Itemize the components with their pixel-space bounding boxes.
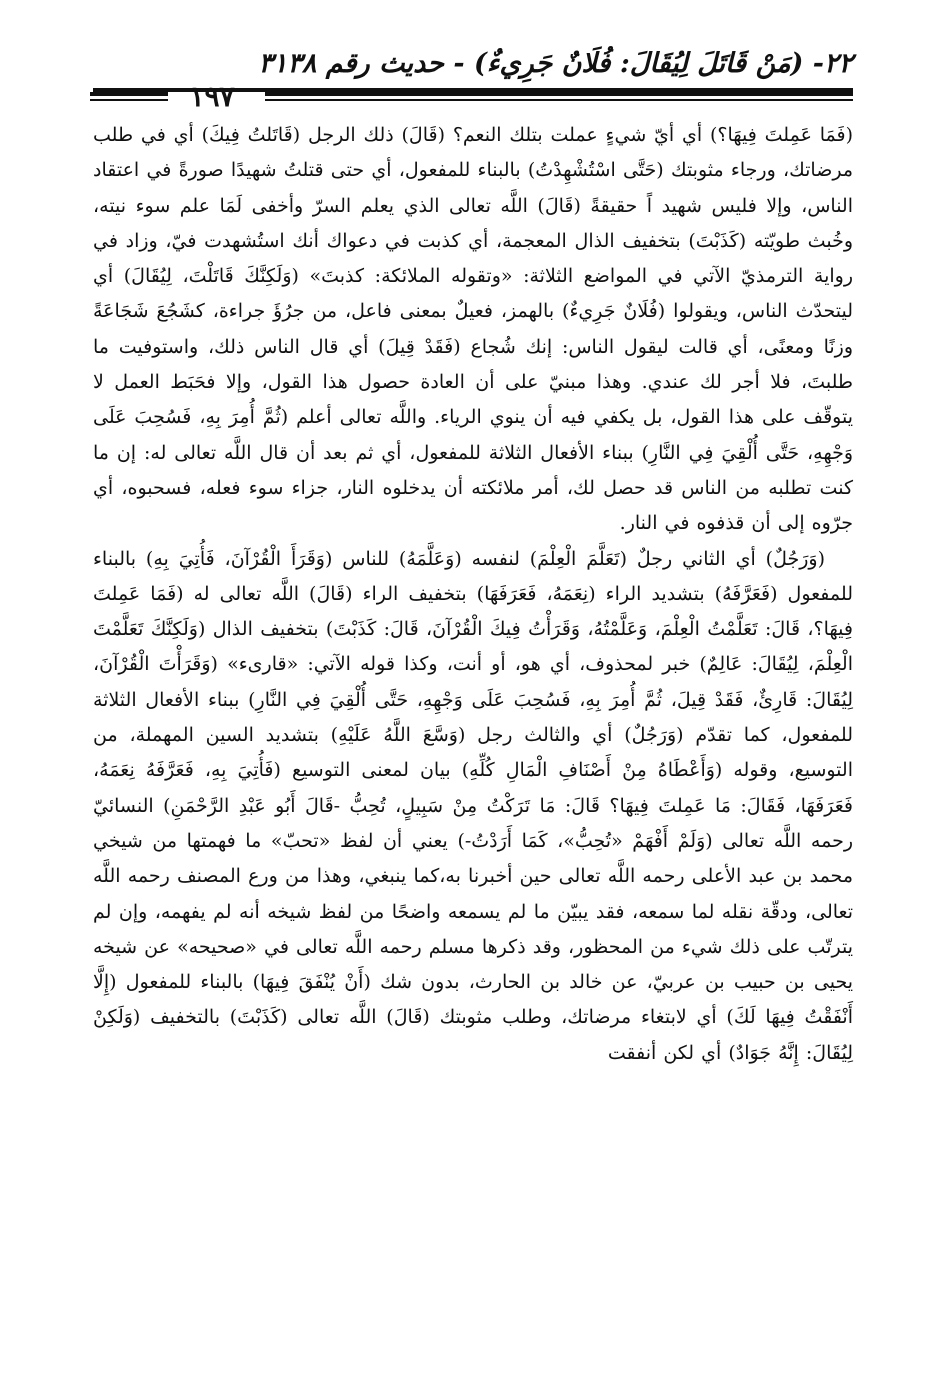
paragraph-first: (فَمَا عَمِلتَ فِيهَا؟) أي أيّ شيءٍ عملت بتلك النعم؟ (قَالَ) ذلك الرجل (قَاتَلتُ فِيكَ) أي في طلب مرضاتك، ورجاء مثوبتك (حَتَّى اسْتُشْهِدْتُ) بالبناء للمفعول، أي حتى قتلتُ شهيدًا صورةً في اعتقاد الناس، وإلا فليس شهيد اً حقيقةً (قَالَ) اللَّه تعالى الذي يعلم السرّ وأخفى لَمَا علم سوء نيته، وخُبث طويّته (كَذَبْتَ) بتخفيف الذال المعجمة، أي كذبت في دعواك أنك استُشهدت فيّ، وزاد في رواية الترمذيّ الآتي في المواضع الثلاثة: «وتقوله الملائكة: كذبتَ» (وَلَكِنَّكَ قَاتَلْتَ، لِيُقَالَ) أي ليتحدّث الناس، ويقولوا (فُلَانٌ جَرِيءٌ) بالهمز، فعيلٌ بمعنى فاعل، من جرُؤَ جراءة، كشَجُعَ شَجَاعَةً وزنًا ومعنًى، أي قالت ليقول الناس: إنك شُجاع (فَقَدْ قِيلَ) أي قال الناس ذلك، واستوفيت ما طلبتَ، فلا أجر لك عندي. وهذا مبنيّ على أن العادة حصول هذا القول، وإلا فحَبَط العمل لا يتوقّف على هذا القول، بل يكفي فيه أن ينوي الرياء. واللَّه تعالى أعلم (ثُمَّ أُمِرَ بِهِ، فَسُحِبَ عَلَى وَجْهِهِ، حَتَّى أُلْقِيَ فِي النَّارِ) ببناء الأفعال الثلاثة للمفعول، أي ثم بعد أن قال اللَّه تعالى له: إن ما كنت تطلبه من الناس قد حصل لك، أمر ملائكته أن يدخلوه النار، جزاء سوء فعله، فسحبوه، أي جرّوه إلى أن قذفوه في النار.: [93, 124, 853, 535]
page-number: ١٩٧: [189, 80, 235, 113]
commentary-body: [93, 118, 853, 1071]
page-number-rule-right-lower: [265, 99, 853, 101]
page-number-rule-right: [265, 92, 853, 96]
paragraph-second: (وَرَجُلٌ) أي الثاني رجلٌ (تَعَلَّمَ الْعِلْمَ) لنفسه (وَعَلَّمَهُ) للناس (وَقَرَأَ الْقُرْآنَ، فَأُتِيَ بِهِ) بالبناء للمفعول (فَعَرَّفَهُ) بتشديد الراء (نِعَمَهُ، فَعَرَفَهَا) بتخفيف الراء (قَالَ) اللَّه تعالى له (فَمَا عَمِلتَ فِيهَا؟، قَالَ: تَعَلَّمْتُ الْعِلْمَ، وَعَلَّمْتُهُ، وَقَرَأْتُ فِيكَ الْقُرْآنَ، قَالَ: كَذَبْتَ) بتخفيف الذال (وَلَكِنَّكَ تَعَلَّمْتَ الْعِلْمَ، لِيُقَالَ: عَالِمٌ) خبر لمحذوف، أي هو، أو أنت، وكذا قوله الآتي: «قارىء» (وَقَرَأْتَ الْقُرْآنَ، لِيُقَالَ: قَارِئٌ، فَقَدْ قِيلَ، ثُمَّ أُمِرَ بِهِ، فَسُحِبَ عَلَى وَجْهِهِ، حَتَّى أُلْقِيَ فِي النَّارِ) ببناء الأفعال الثلاثة للمفعول، كما تقدّم (وَرَجُلٌ) أي والثالث رجل (وَسَّعَ اللَّهُ عَلَيْهِ) بتشديد السين المهملة، من التوسيع، وقوله (وَأَعْطَاهُ مِنْ أَصْنَافِ الْمَالِ كُلِّهِ) بيان لمعنى التوسيع (فَأُتِيَ بِهِ، فَعَرَّفَهُ نِعَمَهُ، فَعَرَفَهَا، فَقَالَ: مَا عَمِلتَ فِيهَا؟ قَالَ: مَا تَرَكْتُ مِنْ سَبِيلٍ، تُحِبُّ -قَالَ أَبُو عَبْدِ الرَّحْمَنِ) النسائيّ رحمه اللَّه تعالى (وَلَمْ أَفْهَمْ «تُحِبُّ»، كَمَا أَرَدْتُ-) يعني أن لفظ «تحبّ» ما فهمتها من شيخي محمد بن عبد الأعلى رحمه اللَّه تعالى حين أخبرنا به،كما ينبغي، وهذا من ورع المصنف رحمه اللَّه تعالى، ودقّة نقله لما سمعه، فقد يبيّن ما لم يسمعه واضحًا من لفظ شيخه أنه لم يفهمه، وإن لم يترتّب على ذلك شيء من المحظور، وقد ذكرها مسلم رحمه اللَّه تعالى في «صحيحه» عن شيخه يحيى بن حبيب بن عربيّ، عن خالد بن الحارث، بدون شك (أَنْ يُنْفَقَ فِيهَا) بالبناء للمفعول (إِلَّا أَنْفَقْتُ فِيهَا لَكَ) أي لابتغاء مرضاتك، وطلب مثوبتك (قَالَ) اللَّه تعالى (كَذَبْتَ) بالتخفيف (وَلَكِنْ لِيُقَالَ: إِنَّهُ جَوَادٌ) أي لكن أنفقت: [93, 547, 853, 1064]
running-title: ٢٢- (مَنْ قَاتَلَ لِيُقَالَ: فُلَانٌ جَرِيءٌ) - حديث رقم ٣١٣٨: [258, 48, 853, 79]
page-number-rule-left: [90, 92, 168, 96]
page-number-rule-left-lower: [90, 99, 168, 101]
